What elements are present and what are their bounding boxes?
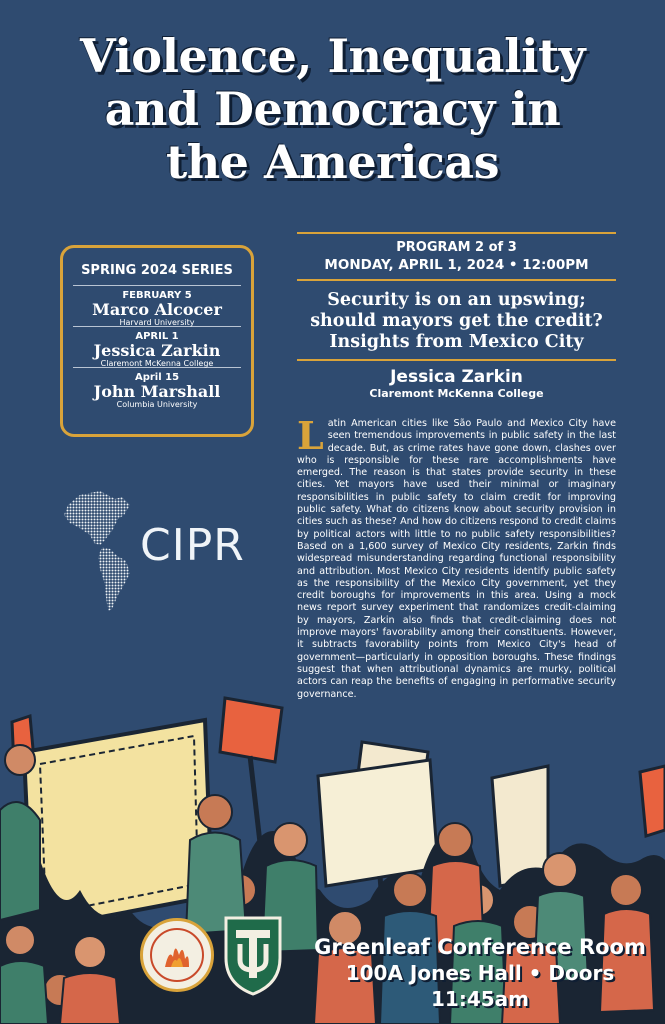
series-talk: [73, 286, 241, 327]
talk-title-line: should mayors get the credit?: [310, 311, 603, 331]
stone-center-logo: [140, 918, 214, 992]
speaker-block: [297, 367, 616, 401]
talk-title: [297, 290, 616, 353]
poster-title: [0, 30, 665, 189]
title-line: and Democracy in: [104, 82, 561, 136]
talk-affiliation: Columbia University: [116, 400, 198, 409]
speaker-affiliation: Claremont McKenna College: [369, 387, 544, 400]
title-line: the Americas: [165, 135, 500, 189]
cipr-logo-text: CIPR: [140, 520, 245, 571]
talk-speaker: Marco Alcocer: [92, 300, 222, 319]
program-number: PROGRAM 2 of 3: [396, 240, 517, 255]
abstract-text: atin American cities like São Paulo and Mexico City have seen tremendous improvements in public safety in the last decade. But, as crime rates have gone down, clashes over who is responsible for these rare accomplishments have emerged. The reason is that states provide security in these cities. Yet mayors have used their minimal or imaginary responsibilities in public safety to claim credit for improving public safety. What do citizens know about security provision in cities such as these? And how do citizens respond to credit claims by political actors with little to no public safety responsibilities? Based on a 1,600 survey of Mexico City residents, Zarkin finds widespread misunderstanding regarding functional responsibility and attribution. Most Mexico City residents identify public safety as the responsibility of the Mexico City government, yet they credit boroughs for improvements in this area. Using a mock news report survey experiment that randomizes credit-claiming by mayors, Zarkin also finds that credit-claiming does not improve mayors' favorability among their constituents. However, it subtracts favorability points from Mexico City's head of government—particularly in opposition boroughs. These findings suggest that when attributional dynamics are murky, political actors can reap the benefits of engaging in performative security governance.: [297, 418, 616, 700]
talk-speaker: Jessica Zarkin: [93, 341, 221, 360]
talk-title-line: Security is on an upswing;: [327, 290, 586, 310]
tulane-shield-icon: [222, 914, 284, 996]
drop-cap: L: [297, 413, 324, 458]
divider: [297, 359, 616, 361]
series-talk: [73, 327, 241, 368]
talk-affiliation: Harvard University: [119, 318, 195, 327]
talk-speaker: John Marshall: [93, 382, 221, 401]
divider: [297, 232, 616, 234]
talk-date: APRIL 1: [135, 331, 179, 342]
talk-date: FEBRUARY 5: [122, 290, 192, 301]
talk-affiliation: Claremont McKenna College: [100, 359, 214, 368]
speaker-name: Jessica Zarkin: [390, 367, 523, 387]
venue-details: 100A Jones Hall • Doors 11:45am: [345, 961, 615, 1011]
venue-room: Greenleaf Conference Room: [314, 935, 646, 959]
talk-date: April 15: [134, 372, 180, 383]
series-schedule-box: [60, 245, 254, 437]
title-line: Violence, Inequality: [79, 29, 586, 83]
program-datetime: MONDAY, APRIL 1, 2024 • 12:00PM: [324, 257, 589, 273]
abstract: [297, 413, 616, 701]
series-talk: [73, 368, 241, 409]
americas-map-icon: [60, 485, 140, 615]
series-heading: SPRING 2024 SERIES: [73, 263, 241, 286]
divider: [297, 279, 616, 281]
talk-title-line: Insights from Mexico City: [329, 332, 584, 352]
venue-block: [300, 934, 660, 1012]
